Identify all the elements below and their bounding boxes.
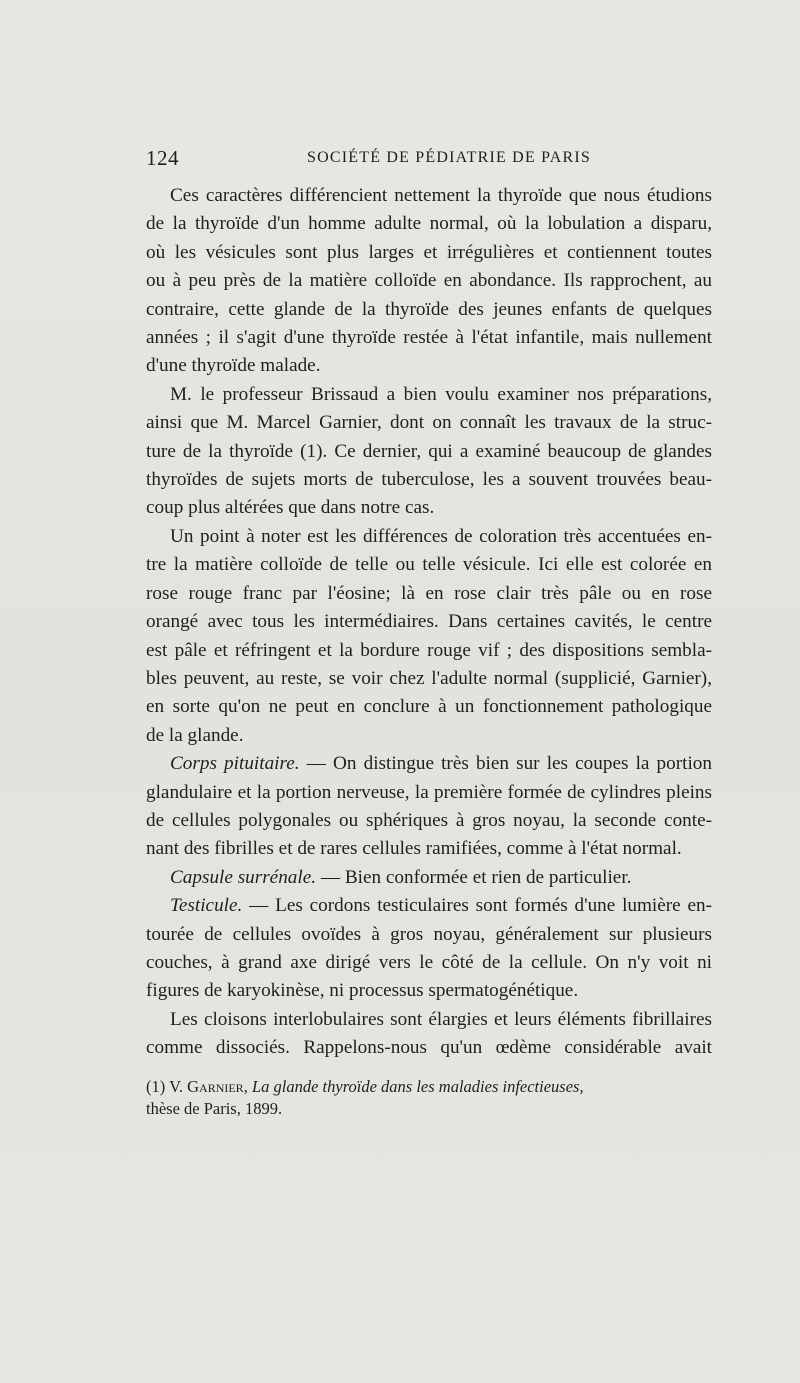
footnote-line: thèse de Paris, 1899.	[146, 1099, 283, 1118]
text-line: couches, à grand axe dirigé vers le côté de la cellule. On n'y voit ni	[146, 951, 712, 973]
paragraph-cloisons	[146, 1006, 712, 1063]
paragraph-capsule-surrenale	[146, 864, 712, 892]
text-line: ture de la thyroïde (1). Ce dernier, qui a examiné beaucoup de glandes	[146, 440, 712, 462]
text-line: Les cloisons interlobulaires sont élargies et leurs éléments fibrillaires	[170, 1008, 712, 1030]
page-number: 124	[146, 146, 179, 170]
text-line: tourée de cellules ovoïdes à gros noyau, généralement sur plusieurs	[146, 923, 712, 945]
text-line: nant des fibrilles et de rares cellules ramifiées, comme à l'état normal.	[146, 838, 682, 860]
footnote-line: (1) V. Garnier, La glande thyroïde dans les maladies infectieuses,	[146, 1077, 584, 1096]
text-run: — Les cordons testiculaires sont formés d'une lumière en-	[242, 895, 712, 917]
text-run: — On distingue très bien sur les coupes la portion	[299, 753, 712, 775]
text-line: années ; il s'agit d'une thyroïde restée à l'état infantile, mais nullement	[146, 327, 712, 349]
text-line	[146, 750, 712, 778]
text-line: M. le professeur Brissaud a bien voulu examiner nos préparations,	[170, 383, 712, 405]
text-line: tre la matière colloïde de telle ou telle vésicule. Ici elle est colorée en	[146, 554, 712, 576]
body-text	[146, 182, 712, 1063]
text-line: coup plus altérées que dans notre cas.	[146, 497, 435, 519]
paragraph-2	[146, 381, 712, 523]
text-line: ainsi que M. Marcel Garnier, dont on connaît les travaux de la struc-	[146, 412, 712, 434]
page-header	[146, 146, 712, 174]
text-line: orangé avec tous les intermédiaires. Dans certaines cavités, le centre	[146, 611, 712, 633]
paragraph-1	[146, 182, 712, 381]
text-line: contraire, cette glande de la thyroïde des jeunes enfants de quelques	[146, 298, 712, 320]
text-line: Un point à noter est les différences de coloration très accentuées en-	[170, 525, 712, 547]
text-line: de la glande.	[146, 724, 244, 746]
text-line	[146, 892, 712, 920]
text-line: Ces caractères différencient nettement la thyroïde que nous étudions	[170, 185, 712, 206]
section-lead: Testicule.	[170, 895, 243, 917]
text-line: glandulaire et la portion nerveuse, la première formée de cylindres pleins	[146, 781, 712, 803]
text-line: rose rouge franc par l'éosine; là en rose clair très pâle ou en rose	[146, 582, 712, 604]
text-line: bles peuvent, au reste, se voir chez l'adulte normal (supplicié, Garnier),	[146, 667, 712, 689]
footnote	[146, 1076, 712, 1120]
paragraph-3	[146, 523, 712, 750]
text-line: figures de karyokinèse, ni processus spermatogénétique.	[146, 980, 579, 1002]
running-title: SOCIÉTÉ DE PÉDIATRIE DE PARIS	[307, 149, 591, 166]
footnote-title: La glande thyroïde dans les maladies infectieuses,	[251, 1077, 584, 1096]
text-line: où les vésicules sont plus larges et irrégulières et contiennent toutes	[146, 241, 712, 263]
footnote-marker: (1) V.	[146, 1077, 188, 1096]
text-line: thyroïdes de sujets morts de tuberculose, les a souvent trouvées beau-	[146, 469, 712, 491]
text-run: — Bien conformée et rien de particulier.	[316, 866, 632, 888]
text-line	[146, 864, 712, 892]
text-line: de cellules polygonales ou sphériques à gros noyau, la seconde conte-	[146, 809, 712, 831]
section-lead: Corps pituitaire.	[170, 753, 300, 775]
text-line: de la thyroïde d'un homme adulte normal, où la lobulation a disparu,	[146, 213, 712, 235]
text-line: d'une thyroïde malade.	[146, 355, 321, 377]
paragraph-testicule	[146, 892, 712, 1006]
section-lead: Capsule surrénale.	[170, 866, 317, 888]
text-line: est pâle et réfringent et la bordure rouge vif ; des dispositions sembla-	[146, 639, 712, 661]
text-line: en sorte qu'on ne peut en conclure à un fonctionnement pathologique	[146, 696, 712, 718]
text-line: comme dissociés. Rappelons-nous qu'un œdème considérable avait	[146, 1037, 712, 1059]
paragraph-corps-pituitaire	[146, 750, 712, 864]
text-line: ou à peu près de la matière colloïde en abondance. Ils rapprochent, au	[146, 270, 712, 292]
footnote-author: Garnier	[187, 1077, 244, 1096]
